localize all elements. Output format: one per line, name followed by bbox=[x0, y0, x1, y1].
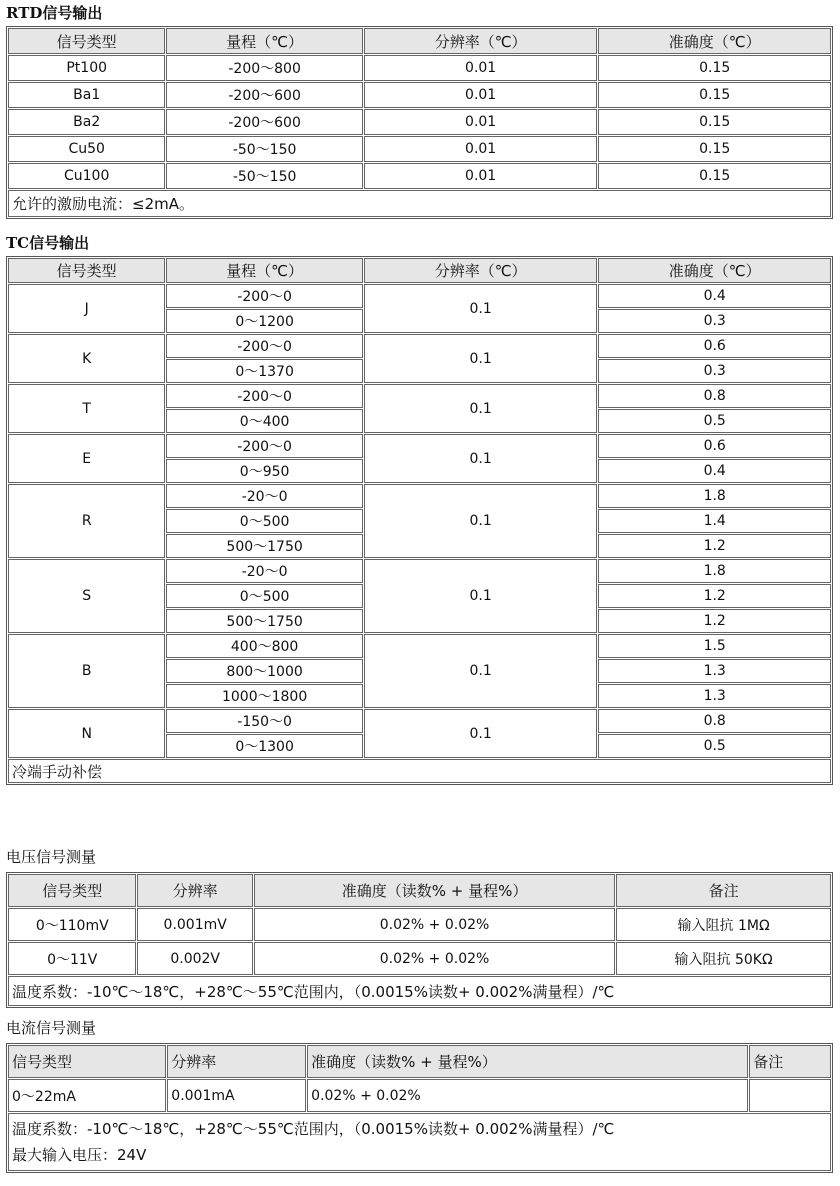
tc-cell-range: 500～1750 bbox=[166, 609, 362, 633]
voltage-cell-accuracy: 0.02% + 0.02% bbox=[254, 908, 615, 941]
tc-cell-resolution: 0.1 bbox=[364, 709, 598, 758]
tc-cell-resolution: 0.1 bbox=[364, 334, 598, 383]
tc-cell-type: T bbox=[8, 384, 165, 433]
voltage-table bbox=[6, 872, 833, 1008]
tc-cell-range: 0～1370 bbox=[166, 359, 362, 383]
current-title: 电流信号测量 bbox=[6, 1019, 97, 1037]
rtd-header-accuracy: 准确度（℃） bbox=[598, 28, 831, 54]
tc-header-resolution: 分辨率（℃） bbox=[364, 258, 598, 283]
table-row bbox=[8, 634, 831, 658]
voltage-title: 电压信号测量 bbox=[6, 848, 97, 866]
tc-cell-resolution: 0.1 bbox=[364, 484, 598, 558]
rtd-cell-type: Cu50 bbox=[8, 136, 165, 162]
tc-cell-resolution: 0.1 bbox=[364, 559, 598, 633]
tc-cell-range: 0～500 bbox=[166, 584, 362, 608]
voltage-cell-resolution: 0.001mV bbox=[137, 908, 252, 941]
table-row bbox=[8, 1079, 831, 1112]
tc-header-accuracy: 准确度（℃） bbox=[598, 258, 831, 283]
tc-note: 冷端手动补偿 bbox=[8, 759, 831, 783]
rtd-cell-range: -50～150 bbox=[166, 136, 362, 162]
tc-cell-resolution: 0.1 bbox=[364, 634, 598, 708]
tc-cell-type: S bbox=[8, 559, 165, 633]
rtd-header-range: 量程（℃） bbox=[166, 28, 362, 54]
tc-cell-range: 0～1200 bbox=[166, 309, 362, 333]
tc-cell-accuracy: 1.2 bbox=[598, 534, 831, 558]
current-header-remark: 备注 bbox=[749, 1045, 831, 1078]
tc-cell-type: K bbox=[8, 334, 165, 383]
current-header-accuracy: 准确度（读数% + 量程%） bbox=[307, 1045, 748, 1078]
rtd-cell-range: -50～150 bbox=[166, 163, 362, 189]
rtd-cell-accuracy: 0.15 bbox=[598, 163, 831, 189]
tc-cell-range: 500～1750 bbox=[166, 534, 362, 558]
tc-cell-accuracy: 0.4 bbox=[598, 459, 831, 483]
rtd-cell-resolution: 0.01 bbox=[364, 55, 598, 81]
tc-cell-resolution: 0.1 bbox=[364, 384, 598, 433]
tc-table bbox=[6, 256, 833, 785]
current-note-line: 最大输入电压：24V bbox=[12, 1146, 147, 1164]
current-note bbox=[8, 1113, 831, 1171]
voltage-cell-resolution: 0.002V bbox=[137, 942, 252, 975]
tc-header-range: 量程（℃） bbox=[166, 258, 362, 283]
voltage-cell-accuracy: 0.02% + 0.02% bbox=[254, 942, 615, 975]
tc-cell-accuracy: 1.3 bbox=[598, 659, 831, 683]
tc-cell-range: -150～0 bbox=[166, 709, 362, 733]
voltage-header-type: 信号类型 bbox=[8, 874, 136, 907]
rtd-cell-range: -200～600 bbox=[166, 82, 362, 108]
table-row bbox=[8, 384, 831, 408]
tc-cell-range: 0～500 bbox=[166, 509, 362, 533]
current-header-type: 信号类型 bbox=[8, 1045, 166, 1078]
voltage-header-remark: 备注 bbox=[616, 874, 831, 907]
table-row bbox=[8, 709, 831, 733]
voltage-note: 温度系数：-10℃～18℃，+28℃～55℃范围内，（0.0015%读数+ 0.002%满量程）/℃ bbox=[8, 976, 831, 1006]
tc-cell-range: -20～0 bbox=[166, 484, 362, 508]
rtd-cell-resolution: 0.01 bbox=[364, 136, 598, 162]
tc-cell-range: 0～400 bbox=[166, 409, 362, 433]
tc-cell-type: B bbox=[8, 634, 165, 708]
rtd-header-row bbox=[8, 28, 831, 54]
rtd-header-resolution: 分辨率（℃） bbox=[364, 28, 598, 54]
tc-cell-resolution: 0.1 bbox=[364, 434, 598, 483]
rtd-cell-resolution: 0.01 bbox=[364, 82, 598, 108]
tc-cell-accuracy: 0.4 bbox=[598, 284, 831, 308]
rtd-cell-resolution: 0.01 bbox=[364, 109, 598, 135]
tc-cell-accuracy: 1.2 bbox=[598, 609, 831, 633]
rtd-note: 允许的激励电流：≤2mA。 bbox=[8, 190, 831, 217]
voltage-header-row bbox=[8, 874, 831, 907]
current-note-line: 温度系数：-10℃～18℃，+28℃～55℃范围内，（0.0015%读数+ 0.002%满量程）/℃ bbox=[12, 1120, 615, 1138]
table-row bbox=[8, 484, 831, 508]
tc-cell-accuracy: 0.5 bbox=[598, 409, 831, 433]
tc-cell-accuracy: 1.4 bbox=[598, 509, 831, 533]
table-row bbox=[8, 334, 831, 358]
tc-cell-type: R bbox=[8, 484, 165, 558]
tc-cell-accuracy: 1.5 bbox=[598, 634, 831, 658]
tc-cell-range: -200～0 bbox=[166, 334, 362, 358]
tc-cell-range: 0～950 bbox=[166, 459, 362, 483]
table-row bbox=[8, 434, 831, 458]
current-cell-remark bbox=[749, 1079, 831, 1112]
voltage-header-accuracy: 准确度（读数% + 量程%） bbox=[254, 874, 615, 907]
tc-cell-resolution: 0.1 bbox=[364, 284, 598, 333]
tc-cell-type: J bbox=[8, 284, 165, 333]
tc-cell-accuracy: 1.8 bbox=[598, 484, 831, 508]
voltage-header-resolution: 分辨率 bbox=[137, 874, 252, 907]
table-row bbox=[8, 908, 831, 941]
tc-header-row bbox=[8, 258, 831, 283]
tc-cell-accuracy: 0.6 bbox=[598, 434, 831, 458]
rtd-cell-type: Ba2 bbox=[8, 109, 165, 135]
voltage-cell-remark: 输入阻抗 1MΩ bbox=[616, 908, 831, 941]
current-header-row bbox=[8, 1045, 831, 1078]
table-row bbox=[8, 284, 831, 308]
tc-cell-range: -200～0 bbox=[166, 384, 362, 408]
rtd-cell-accuracy: 0.15 bbox=[598, 55, 831, 81]
rtd-header-type: 信号类型 bbox=[8, 28, 165, 54]
tc-cell-range: -200～0 bbox=[166, 284, 362, 308]
table-row bbox=[8, 136, 831, 162]
tc-cell-accuracy: 1.8 bbox=[598, 559, 831, 583]
tc-cell-accuracy: 1.3 bbox=[598, 684, 831, 708]
tc-cell-accuracy: 0.3 bbox=[598, 309, 831, 333]
tc-cell-range: 400～800 bbox=[166, 634, 362, 658]
current-cell-accuracy: 0.02% + 0.02% bbox=[307, 1079, 748, 1112]
tc-cell-accuracy: 0.3 bbox=[598, 359, 831, 383]
tc-title: TC信号输出 bbox=[6, 234, 90, 252]
tc-cell-accuracy: 0.6 bbox=[598, 334, 831, 358]
table-row bbox=[8, 82, 831, 108]
tc-cell-range: 800～1000 bbox=[166, 659, 362, 683]
table-row bbox=[8, 942, 831, 975]
table-row bbox=[8, 163, 831, 189]
tc-header-type: 信号类型 bbox=[8, 258, 165, 283]
current-table bbox=[6, 1043, 833, 1173]
tc-cell-accuracy: 0.8 bbox=[598, 384, 831, 408]
tc-cell-accuracy: 1.2 bbox=[598, 584, 831, 608]
tc-cell-range: 0～1300 bbox=[166, 734, 362, 758]
rtd-cell-type: Cu100 bbox=[8, 163, 165, 189]
tc-cell-range: -20～0 bbox=[166, 559, 362, 583]
tc-cell-range: -200～0 bbox=[166, 434, 362, 458]
voltage-cell-type: 0～11V bbox=[8, 942, 136, 975]
table-row bbox=[8, 559, 831, 583]
tc-cell-accuracy: 0.8 bbox=[598, 709, 831, 733]
rtd-cell-type: Ba1 bbox=[8, 82, 165, 108]
voltage-cell-type: 0～110mV bbox=[8, 908, 136, 941]
table-row bbox=[8, 55, 831, 81]
rtd-cell-accuracy: 0.15 bbox=[598, 109, 831, 135]
rtd-cell-resolution: 0.01 bbox=[364, 163, 598, 189]
tc-cell-type: N bbox=[8, 709, 165, 758]
rtd-cell-accuracy: 0.15 bbox=[598, 82, 831, 108]
rtd-table bbox=[6, 26, 833, 219]
rtd-title: RTD信号输出 bbox=[6, 4, 103, 22]
tc-cell-type: E bbox=[8, 434, 165, 483]
current-header-resolution: 分辨率 bbox=[167, 1045, 306, 1078]
tc-cell-range: 1000～1800 bbox=[166, 684, 362, 708]
rtd-cell-range: -200～800 bbox=[166, 55, 362, 81]
current-cell-type: 0～22mA bbox=[8, 1079, 166, 1112]
rtd-cell-range: -200～600 bbox=[166, 109, 362, 135]
rtd-cell-type: Pt100 bbox=[8, 55, 165, 81]
table-row bbox=[8, 109, 831, 135]
voltage-cell-remark: 输入阻抗 50KΩ bbox=[616, 942, 831, 975]
rtd-cell-accuracy: 0.15 bbox=[598, 136, 831, 162]
tc-cell-accuracy: 0.5 bbox=[598, 734, 831, 758]
current-cell-resolution: 0.001mA bbox=[167, 1079, 306, 1112]
